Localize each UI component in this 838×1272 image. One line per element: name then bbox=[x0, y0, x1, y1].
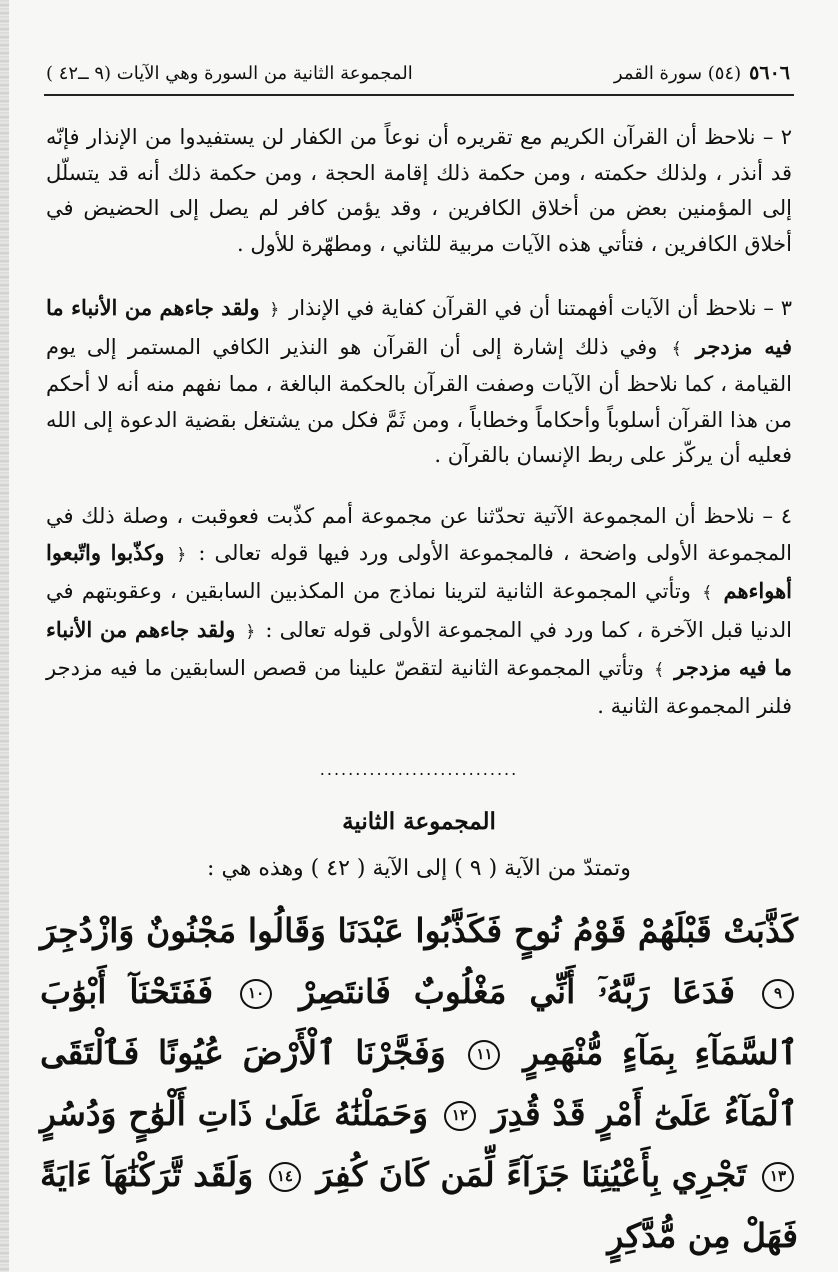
section-title: المجموعة الثانية bbox=[342, 808, 496, 835]
quran-quote: وكذّبوا واتّبعوا أهواءهم bbox=[46, 539, 792, 603]
section-range: وتمتدّ من الآية ( ٩ ) إلى الآية ( ٤٢ ) وهذه هي : bbox=[207, 856, 631, 881]
verse-12: وَفَجَّرْنَا ٱلْأَرْضَ عُيُونًا فَٱلْتَقَى ٱلْمَآءُ عَلَىٰٓ أَمْرٍ قَدْ قُدِرَ bbox=[40, 1033, 798, 1133]
paragraph-4-rest: وتأتي المجموعة الثانية لتقصّ علينا من قصص السابقين ما فيه مزدجر فلنر المجموعة الثانية . bbox=[46, 656, 792, 718]
paragraph-3-rest: وفي ذلك إشارة إلى أن القرآن هو النذير الكافي المستمر إلى يوم القيامة ، كما نلاحظ أن الآيات وصفت القرآن بالحكمة البالغة ، مما نفهم منه أنه لا أحكم من هذا القرآن أسلوباً وأحكاماً وخطاباً ، ومن ثَمَّ فكل من يشتغل بقضية الدعوة إلى الله فعليه أن يركّز على ربط الإنسان بالقرآن . bbox=[46, 334, 792, 467]
quran-quote: ولقد جاءهم من الأنباء ما فيه مزدجر bbox=[46, 616, 792, 680]
page-number: ٥٦٠٦ bbox=[749, 62, 790, 84]
verse-15: وَلَقَد تَّرَكْنَٰهَآ ءَايَةً فَهَلْ مِن مُّدَّكِرٍ bbox=[40, 1155, 798, 1255]
quran-quote: ولقد جاءهم من الأنباء ما فيه مزدجر bbox=[46, 295, 793, 359]
paragraph-4-middle: وتأتي المجموعة الثانية لترينا نماذج من المكذبين السابقين ، وعقوبتهم في الدنيا قبل الآخرة ، كما ورد في المجموعة الأولى قوله تعالى : bbox=[46, 579, 792, 642]
verse-10: فَدَعَا رَبَّهُۥٓ أَنِّي مَغْلُوبٌ فَانتَصِرْ bbox=[299, 972, 736, 1011]
paragraph-2 bbox=[46, 120, 792, 262]
running-head-right bbox=[614, 62, 790, 84]
ornate-bracket-open: ﴿ bbox=[245, 621, 256, 642]
paragraph-3 bbox=[46, 290, 792, 474]
paragraph-3-intro: ٣ – نلاحظ أن الآيات أفهمتنا أن في القرآن كفاية في الإنذار bbox=[289, 296, 792, 320]
paragraph-2-text: ٢ – نلاحظ أن القرآن الكريم مع تقريره أن نوعاً من الكفار لن يستفيدوا من الإنذار فإنّه قد أنذر ، ولذلك حكمته ، ومن حكمة ذلك إقامة الحجة ، ومن حكمة ذلك أنه قد يتسلّل إلى المؤمنين بعض من أخلاق الكافرين ، وقد يؤمن كافر لم يصل إلى الحضيض في أخلاق الكافرين ، فتأتي هذه الآيات مربية للثاني ، ومطهّرة للأول . bbox=[46, 125, 792, 256]
paragraph-4-intro: ٤ – نلاحظ أن المجموعة الآتية تحدّثنا عن مجموعة أمم كذّبت فعوقبت ، وصلة ذلك في المجموعة الأولى واضحة ، فالمجموعة الأولى ورد فيها قوله تعالى : bbox=[46, 504, 792, 565]
verse-14: تَجْرِي بِأَعْيُنِنَا جَزَآءً لِّمَن كَانَ كُفِرَ bbox=[316, 1155, 747, 1194]
ornate-bracket-open: ﴿ bbox=[269, 300, 280, 320]
ornate-bracket-close: ﴾ bbox=[654, 660, 665, 680]
verse-number-10: ١٠ bbox=[240, 979, 272, 1009]
binding-edge bbox=[0, 0, 9, 1272]
surah-name: (٥٤) سورة القمر bbox=[613, 62, 742, 84]
verse-number-12: ١٢ bbox=[444, 1101, 476, 1131]
verse-number-11: ١١ bbox=[468, 1040, 500, 1070]
verse-9: كَذَّبَتْ قَبْلَهُمْ قَوْمُ نُوحٍ فَكَذَّبُوا عَبْدَنَا وَقَالُوا مَجْنُونٌ وَازْدُجِرَ bbox=[40, 911, 798, 950]
quran-verses bbox=[40, 900, 798, 1266]
verse-number-13: ١٣ bbox=[762, 1162, 794, 1192]
paragraph-4 bbox=[46, 499, 792, 724]
header-rule bbox=[44, 94, 794, 96]
verse-number-14: ١٤ bbox=[269, 1162, 301, 1192]
ornate-bracket-close: ﴾ bbox=[702, 583, 713, 603]
dotted-divider: ............................ bbox=[319, 760, 519, 779]
verse-11: فَفَتَحْنَآ أَبْوَٰبَ ٱلسَّمَآءِ بِمَآءٍ مُّنْهَمِرٍ bbox=[40, 972, 798, 1072]
ornate-bracket-open: ﴿ bbox=[176, 544, 187, 565]
section-note: المجموعة الثانية من السورة وهي الآيات (٩ ــ٤٢ ) bbox=[46, 62, 413, 84]
ornate-bracket-close: ﴾ bbox=[671, 338, 682, 359]
verse-number-9: ٩ bbox=[762, 979, 794, 1009]
verse-13: وَحَمَلْنَٰهُ عَلَىٰ ذَاتِ أَلْوَٰحٍ وَدُسُرٍ bbox=[40, 1094, 429, 1133]
running-head bbox=[46, 56, 790, 90]
